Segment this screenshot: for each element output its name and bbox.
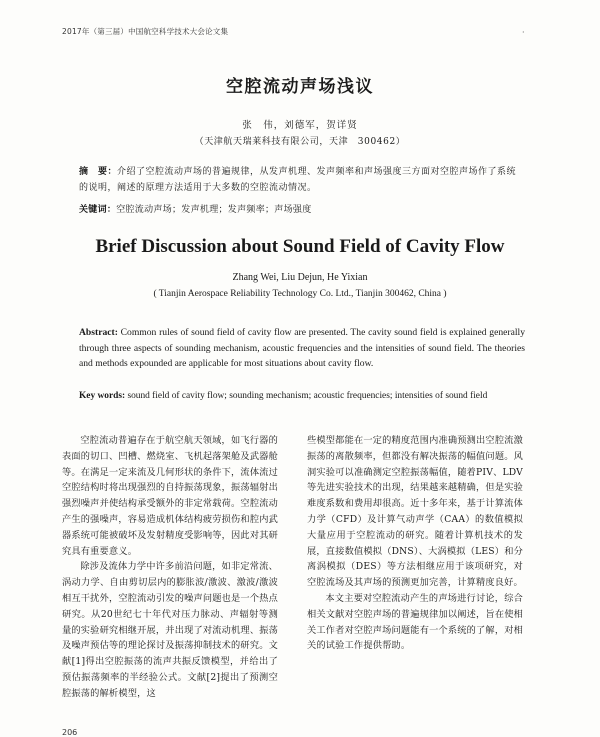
page-number: 206 [62,728,78,737]
chinese-abstract-label: 摘 要： [79,167,118,177]
chinese-keywords [79,202,525,218]
chinese-abstract [79,164,525,196]
english-abstract-text: Common rules of sound field of cavity flow are presented. The cavity sound field is explained generally through three aspects of sounding mechanism, acoustic frequencies and the intensities of sound field. The theories and methods expounded are applicable for most situations about cavity flow. [79,327,526,369]
body-right-column [307,433,523,654]
english-title: Brief Discussion about Sound Field of Cavity Flow [95,236,505,257]
body-paragraph: 除涉及流体力学中许多前沿问题，如非定常流、涡动力学、自由剪切层内的膨胀波/激波、激波/激波相互干扰外，空腔流动引发的噪声问题也是一个热点研究。从20世纪七十年代对压力脉动、声辐射等测量的实验研究相继开展，并出现了对流动机理、振荡及噪声预估等的理论探讨及振荡抑制技术的研究。文献[1]得出空腔振荡的流声共振反馈模型，并给出了预估振荡频率的半经验公式。文献[2]提出了预测空腔振荡的解析模型，这 [62,561,278,699]
english-abstract [79,325,525,372]
chinese-authors: 张 伟，刘德军，贺详贤 [242,120,358,131]
english-keywords-label: Key words: [79,391,126,401]
body-paragraph: 空腔流动普遍存在于航空航天领域，如飞行器的表面的切口、凹槽、燃烧室、飞机起落架舱及武器舱等。在满足一定来流及几何形状的条件下，流体流过空腔结构时将出现强烈的自持振荡现象，振荡辐射出强烈噪声并使结构承受额外的非定常载荷。空腔流动产生的强噪声，容易造成机体结构疲劳损伤和腔内武器系统可能被破坏及发射精度受影响等，因此对其研究具有重要意义。 [62,435,278,557]
chinese-keywords-label: 关键词： [79,205,117,215]
english-keywords [79,389,525,404]
english-abstract-label: Abstract: [79,327,118,338]
chinese-affiliation: （天津航天瑞莱科技有限公司，天津 300462） [194,137,406,147]
body-paragraph: 些模型都能在一定的精度范围内准确预测出空腔流激振荡的离散频率，但都没有解决振荡的幅值问题。风洞实验可以准确测定空腔振荡幅值，随着PIV、LDV等先进实验技术的出现，结果越来越精确，但是实验难度系数和费用却很高。近十多年来，基于计算流体力学（CFD）及计算气动声学（CAA）的数值模拟大量应用于空腔流动的研究。随着计算机技术的发展，直接数值模拟（DNS）、大涡模拟（LES）和分离涡模拟（DES）等方法相继应用于该项研究，对空腔流场及其声场的预测更加完善，计算精度良好。 [307,435,523,589]
chinese-keywords-text: 空腔流动声场；发声机理；发声频率；声场强度 [116,205,312,215]
body-paragraph: 本文主要对空腔流动产生的声场进行讨论，综合相关文献对空腔声场的普遍规律加以阐述，旨在使相关工作者对空腔声场问题能有一个系统的了解，对相关的试验工作提供帮助。 [307,592,523,652]
header-mark: · [522,28,525,37]
chinese-abstract-text: 介绍了空腔流动声场的普遍规律，从发声机理、发声频率和声场强度三方面对空腔声场作了系统的说明，阐述的原理方法适用于大多数的空腔流动情况。 [79,167,517,193]
english-keywords-text: sound field of cavity flow; sounding mechanism; acoustic frequencies; intensities of sound field [127,391,488,401]
english-affiliation: ( Tianjin Aerospace Reliability Technology Co. Ltd., Tianjin 300462, China ) [153,289,447,299]
body-left-column [62,433,278,702]
english-authors: Zhang Wei, Liu Dejun, He Yixian [232,272,368,283]
chinese-title: 空腔流动声场浅议 [226,77,374,97]
running-header: 2017年（第三届）中国航空科学技术大会论文集 [62,27,229,36]
